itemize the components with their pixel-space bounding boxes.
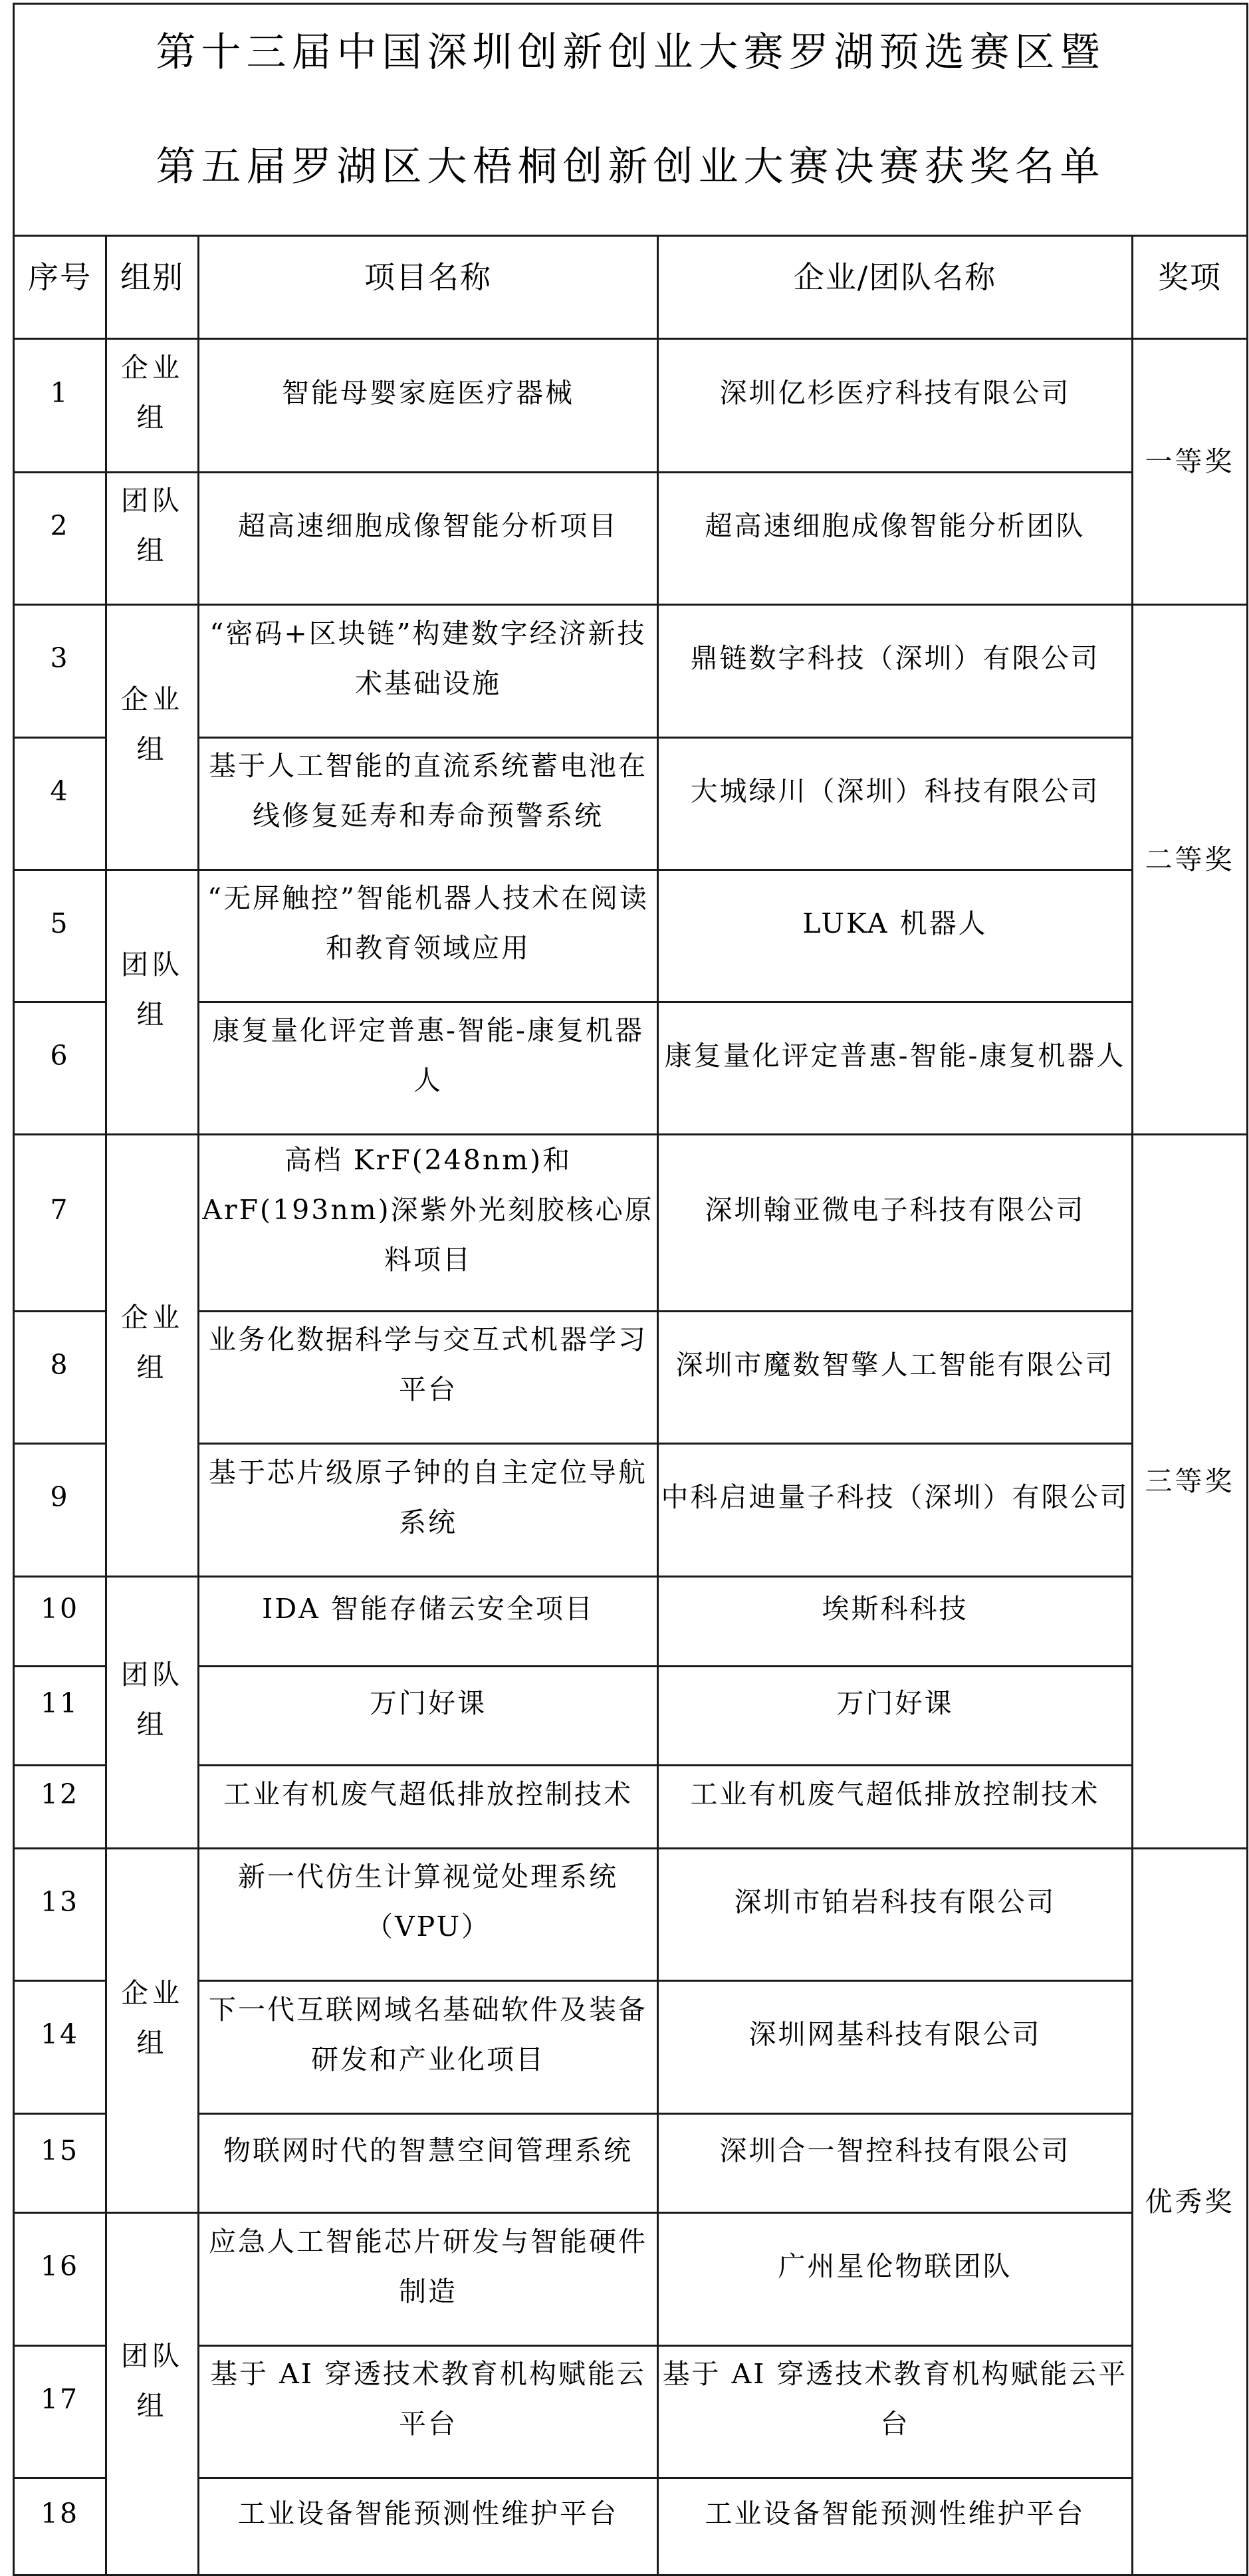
table-row bbox=[14, 1312, 1248, 1444]
prize-first: 一等奖 bbox=[1133, 339, 1248, 605]
table-row bbox=[14, 339, 1248, 473]
row-seq: 9 bbox=[14, 1444, 106, 1577]
row-company: 大城绿川（深圳）科技有限公司 bbox=[658, 738, 1133, 870]
table-row bbox=[14, 473, 1248, 605]
table-row bbox=[14, 2478, 1248, 2575]
row-project: “无屏触控”智能机器人技术在阅读和教育领域应用 bbox=[199, 870, 658, 1002]
row-company: 深圳市魔数智擎人工智能有限公司 bbox=[658, 1312, 1133, 1444]
row-group: 团队组 bbox=[106, 1577, 199, 1849]
row-company: 深圳网基科技有限公司 bbox=[658, 1981, 1133, 2114]
row-project: 万门好课 bbox=[199, 1667, 658, 1766]
award-list-sheet bbox=[13, 3, 1246, 2576]
row-seq: 11 bbox=[14, 1667, 106, 1766]
row-project: “密码+区块链”构建数字经济新技术基础设施 bbox=[199, 605, 658, 738]
table-row bbox=[14, 1002, 1248, 1135]
table-row bbox=[14, 870, 1248, 1002]
row-company: 中科启迪量子科技（深圳）有限公司 bbox=[658, 1444, 1133, 1577]
row-seq: 7 bbox=[14, 1135, 106, 1312]
row-seq: 6 bbox=[14, 1002, 106, 1135]
table-row bbox=[14, 605, 1248, 738]
row-company: 工业设备智能预测性维护平台 bbox=[658, 2478, 1133, 2575]
row-company: 基于 AI 穿透技术教育机构赋能云平台 bbox=[658, 2346, 1133, 2478]
award-table bbox=[13, 3, 1248, 2576]
row-seq: 1 bbox=[14, 339, 106, 473]
row-group: 企业组 bbox=[106, 1849, 199, 2213]
prize-second: 二等奖 bbox=[1133, 605, 1248, 1135]
row-seq: 17 bbox=[14, 2346, 106, 2478]
row-project: 工业有机废气超低排放控制技术 bbox=[199, 1766, 658, 1849]
row-company: 工业有机废气超低排放控制技术 bbox=[658, 1766, 1133, 1849]
row-company: 深圳市铂岩科技有限公司 bbox=[658, 1849, 1133, 1981]
table-row bbox=[14, 1766, 1248, 1849]
header-project: 项目名称 bbox=[199, 236, 658, 339]
row-project: 工业设备智能预测性维护平台 bbox=[199, 2478, 658, 2575]
row-group: 企业组 bbox=[106, 605, 199, 870]
header-seq: 序号 bbox=[14, 236, 106, 339]
header-group: 组别 bbox=[106, 236, 199, 339]
table-row bbox=[14, 1444, 1248, 1577]
row-seq: 13 bbox=[14, 1849, 106, 1981]
header-company: 企业/团队名称 bbox=[658, 236, 1133, 339]
document-title-line-1: 第十三届中国深圳创新创业大赛罗湖预选赛区暨 bbox=[156, 29, 1105, 76]
row-group: 团队组 bbox=[106, 2213, 199, 2575]
row-group: 企业组 bbox=[106, 1135, 199, 1577]
row-seq: 18 bbox=[14, 2478, 106, 2575]
row-project: 高档 KrF(248nm)和 ArF(193nm)深紫外光刻胶核心原料项目 bbox=[199, 1135, 658, 1312]
row-project: 基于芯片级原子钟的自主定位导航系统 bbox=[199, 1444, 658, 1577]
table-row bbox=[14, 1577, 1248, 1667]
row-seq: 12 bbox=[14, 1766, 106, 1849]
row-group: 企业组 bbox=[106, 339, 199, 473]
row-seq: 4 bbox=[14, 738, 106, 870]
table-row bbox=[14, 1667, 1248, 1766]
row-group: 团队组 bbox=[106, 473, 199, 605]
row-seq: 16 bbox=[14, 2213, 106, 2346]
row-company: 埃斯科科技 bbox=[658, 1577, 1133, 1667]
row-seq: 8 bbox=[14, 1312, 106, 1444]
row-project: 物联网时代的智慧空间管理系统 bbox=[199, 2114, 658, 2213]
row-seq: 2 bbox=[14, 473, 106, 605]
row-project: 基于 AI 穿透技术教育机构赋能云平台 bbox=[199, 2346, 658, 2478]
row-seq: 3 bbox=[14, 605, 106, 738]
row-company: 深圳合一智控科技有限公司 bbox=[658, 2114, 1133, 2213]
row-company: 深圳亿杉医疗科技有限公司 bbox=[658, 339, 1133, 473]
row-group: 团队组 bbox=[106, 870, 199, 1135]
document-title-line-2: 第五届罗湖区大梧桐创新创业大赛决赛获奖名单 bbox=[156, 144, 1105, 190]
prize-third: 三等奖 bbox=[1133, 1135, 1248, 1849]
row-project: 康复量化评定普惠-智能-康复机器人 bbox=[199, 1002, 658, 1135]
table-row bbox=[14, 1849, 1248, 1981]
row-company: 深圳翰亚微电子科技有限公司 bbox=[658, 1135, 1133, 1312]
title-row bbox=[14, 4, 1248, 236]
row-seq: 5 bbox=[14, 870, 106, 1002]
row-project: 智能母婴家庭医疗器械 bbox=[199, 339, 658, 473]
header-prize: 奖项 bbox=[1133, 236, 1248, 339]
table-row bbox=[14, 738, 1248, 870]
header-row bbox=[14, 236, 1248, 339]
row-company: 万门好课 bbox=[658, 1667, 1133, 1766]
row-project: 基于人工智能的直流系统蓄电池在线修复延寿和寿命预警系统 bbox=[199, 738, 658, 870]
row-seq: 15 bbox=[14, 2114, 106, 2213]
row-company: 广州星伦物联团队 bbox=[658, 2213, 1133, 2346]
row-project: 应急人工智能芯片研发与智能硬件制造 bbox=[199, 2213, 658, 2346]
table-row bbox=[14, 2114, 1248, 2213]
table-row bbox=[14, 1135, 1248, 1312]
row-seq: 14 bbox=[14, 1981, 106, 2114]
row-company: 康复量化评定普惠-智能-康复机器人 bbox=[658, 1002, 1133, 1135]
row-project: 新一代仿生计算视觉处理系统（VPU） bbox=[199, 1849, 658, 1981]
row-company: 超高速细胞成像智能分析团队 bbox=[658, 473, 1133, 605]
row-company: 鼎链数字科技（深圳）有限公司 bbox=[658, 605, 1133, 738]
row-project: 业务化数据科学与交互式机器学习平台 bbox=[199, 1312, 658, 1444]
table-row bbox=[14, 1981, 1248, 2114]
row-project: IDA 智能存储云安全项目 bbox=[199, 1577, 658, 1667]
prize-excellent: 优秀奖 bbox=[1133, 1849, 1248, 2575]
row-project: 超高速细胞成像智能分析项目 bbox=[199, 473, 658, 605]
row-project: 下一代互联网域名基础软件及装备研发和产业化项目 bbox=[199, 1981, 658, 2114]
row-seq: 10 bbox=[14, 1577, 106, 1667]
table-row bbox=[14, 2213, 1248, 2346]
table-row bbox=[14, 2346, 1248, 2478]
title-cell bbox=[14, 4, 1248, 236]
row-company: LUKA 机器人 bbox=[658, 870, 1133, 1002]
